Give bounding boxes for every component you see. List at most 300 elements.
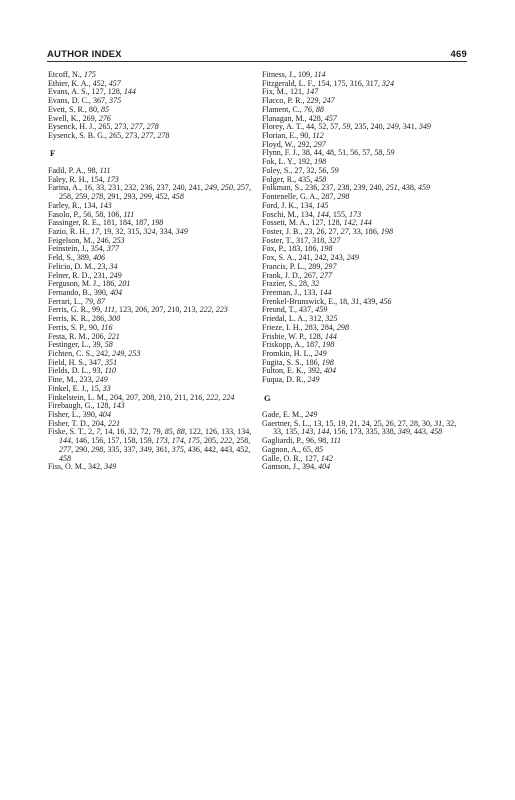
page-reference: 59 xyxy=(386,148,395,158)
section-title: AUTHOR INDEX xyxy=(47,49,122,60)
page-reference: 247 xyxy=(322,96,335,106)
page-reference: 186 xyxy=(304,244,317,254)
author-name: Eysenck, H. J., xyxy=(48,122,99,132)
page-reference: 221 xyxy=(107,418,121,428)
page-reference: 15 xyxy=(90,383,99,393)
author-name: Frisbie, W. P., xyxy=(262,331,309,341)
index-entry: Frenkel-Brunswick, E., 18, 31, 439, 456 xyxy=(262,296,392,306)
page-reference: 173 xyxy=(349,209,362,219)
author-name: Fadil, P. A., xyxy=(48,165,88,175)
author-name: Fontenelle, G. A., xyxy=(262,192,322,202)
page-reference: 457 xyxy=(324,113,337,123)
author-name: Francis, P. L., xyxy=(262,261,309,271)
page-reference: 128 xyxy=(107,87,120,97)
page-reference: 123 xyxy=(119,305,132,315)
page-reference: 31 xyxy=(434,418,443,428)
author-name: Farley, R., xyxy=(48,200,84,210)
author-name: Finkelstein, L. M., xyxy=(48,392,110,402)
page-reference: 187 xyxy=(135,218,148,228)
page-reference: 459 xyxy=(315,305,328,315)
page-reference: 57 xyxy=(362,148,371,158)
page-reference: 233 xyxy=(79,375,92,385)
index-entry: Ewell, K., 269, 276 xyxy=(48,113,111,123)
index-entry: Farina, A., 16, 33, 231, 232, 236, 237, 240, 241, 249, 250, 257, 258, 259, 278, 291, 293, 299, 452, 458 xyxy=(48,183,252,202)
page-reference: 232 xyxy=(124,183,137,193)
page-reference: 278 xyxy=(146,122,159,132)
page-reference: 16 xyxy=(83,183,93,193)
index-entry: Gagliardi, P., 96, 98, 111 xyxy=(262,436,342,446)
page-reference: 144 xyxy=(59,436,72,446)
page-reference: 88 xyxy=(315,104,324,114)
page-reference: 375 xyxy=(109,96,122,106)
page-reference: 143 xyxy=(301,427,314,437)
index-entry: Feinstein, J., 354, 377 xyxy=(48,244,119,254)
page-reference: 351 xyxy=(105,357,118,367)
index-entry: Felner, R. D., 231, 249 xyxy=(48,270,122,280)
author-name: Ferrari, L., xyxy=(48,296,85,306)
index-entry: Flacco, P. R., 229, 247 xyxy=(262,96,335,106)
page-reference: 327 xyxy=(328,235,341,245)
index-entry: Fix, M., 121, 147 xyxy=(262,87,319,97)
page-reference: 394 xyxy=(302,462,315,472)
page-reference: 32 xyxy=(128,427,137,437)
page-reference: 44 xyxy=(313,148,322,158)
page-reference: 283 xyxy=(304,322,317,332)
page-reference: 154 xyxy=(317,78,330,88)
page-reference: 315 xyxy=(127,226,140,236)
author-name: Flacco, P. R., xyxy=(262,96,307,106)
page-reference: 33 xyxy=(352,226,361,236)
author-name: Frank, J. D., xyxy=(262,270,304,280)
page-reference: 26 xyxy=(316,226,325,236)
page-reference: 142 xyxy=(343,218,356,228)
page-reference: 367 xyxy=(92,96,106,106)
page-reference: 231 xyxy=(93,270,106,280)
index-entry: Frank, J. D., 267, 277 xyxy=(262,270,332,280)
index-entry: Fisher, L., 390, 404 xyxy=(48,410,111,420)
page-reference: 277 xyxy=(319,270,332,280)
author-name: Frieze, I. H., xyxy=(262,322,305,332)
author-name: Ethier, K. A., xyxy=(48,78,93,88)
page-reference: 135 xyxy=(285,427,298,437)
page-reference: 458 xyxy=(430,427,443,437)
author-name: Floyd, W., xyxy=(262,139,298,149)
page-reference: 128 xyxy=(96,401,109,411)
page-reference: 33 xyxy=(102,383,111,393)
page-reference: 221 xyxy=(107,331,120,341)
page-reference: 224 xyxy=(222,392,235,402)
page-reference: 249 xyxy=(307,375,320,385)
page-reference: 19 xyxy=(337,418,346,428)
index-entry: Gamson, J., 394, 404 xyxy=(262,462,331,472)
page-reference: 292 xyxy=(297,139,310,149)
header-rule xyxy=(47,61,467,62)
page-reference: 181 xyxy=(102,218,115,228)
index-entry: Fassinger, R. E., 181, 184, 187, 198 xyxy=(48,218,164,228)
page-reference: 338 xyxy=(381,427,394,437)
page-reference: 174 xyxy=(171,436,184,446)
author-name: Fix, M., xyxy=(262,87,290,97)
author-name: Field, H. S., xyxy=(48,357,89,367)
page-reference: 186 xyxy=(305,357,318,367)
page-reference: 144 xyxy=(324,331,337,341)
index-entry: Farley, R., 134, 143 xyxy=(48,200,112,210)
page-reference: 211 xyxy=(174,392,187,402)
index-entry: Ferrari, L., 79, 87 xyxy=(48,296,105,306)
page-reference: 127 xyxy=(311,218,324,228)
index-entry: Folger, R., 435, 458 xyxy=(262,174,327,184)
page-reference: 16 xyxy=(116,427,125,437)
index-entry: Fazio, R. H., 17, 19, 32, 315, 324, 334, 349 xyxy=(48,226,188,236)
index-entry: Freeman, J., 133, 144 xyxy=(262,287,332,297)
page-reference: 239 xyxy=(353,183,366,193)
index-entry: Freund, T., 437, 459 xyxy=(262,305,328,315)
page-reference: 240 xyxy=(370,122,383,132)
index-entry: Fiss, O. M., 342, 349 xyxy=(48,462,117,472)
author-name: Flament, C., xyxy=(262,104,304,114)
page-reference: 111 xyxy=(330,436,342,446)
page-reference: 128 xyxy=(327,218,340,228)
index-entry: Fitness, J., 109, 114 xyxy=(262,70,326,79)
index-column-right xyxy=(262,71,467,472)
author-name: Gamson, J., xyxy=(262,462,303,472)
index-entry: Friedal, L. A., 312, 325 xyxy=(262,314,338,324)
page-reference: 90 xyxy=(300,131,309,141)
page-reference: 111 xyxy=(123,209,135,219)
index-entry: Fulton, E. K., 392, 404 xyxy=(262,366,337,376)
page-reference: 298 xyxy=(91,444,104,454)
index-entry: Ferguson, M. J., 186, 201 xyxy=(48,279,131,289)
page-reference: 127 xyxy=(91,87,104,97)
index-entry: Festa, R. M., 206, 221 xyxy=(48,331,120,341)
page-number: 469 xyxy=(450,49,467,60)
page-reference: 236 xyxy=(140,183,153,193)
page-reference: 242 xyxy=(96,349,109,358)
author-name: Fossett, M. A., xyxy=(262,218,312,228)
page-reference: 134 xyxy=(300,200,313,210)
index-entry: Fok, L. Y., 192, 198 xyxy=(262,157,327,167)
page-reference: 134 xyxy=(300,209,313,219)
index-entry: Feld, S., 389, 406 xyxy=(48,253,106,263)
index-entry: Firebaugh, G., 128, 143 xyxy=(48,401,125,411)
page-reference: 17 xyxy=(91,226,100,236)
page-reference: 111 xyxy=(104,305,116,315)
page-reference: 13 xyxy=(313,418,322,428)
author-name: Feinstein, J., xyxy=(48,244,91,254)
index-entry xyxy=(262,376,467,385)
page-reference: 222 xyxy=(206,392,219,402)
page-reference: 439 xyxy=(363,296,376,306)
page-reference: 14 xyxy=(104,427,113,437)
index-entry: Friskopp, A., 187, 198 xyxy=(262,340,335,350)
page-reference: 38 xyxy=(301,148,310,158)
index-entry: Florian, E., 90, 112 xyxy=(262,131,324,141)
author-name: Foley, S., xyxy=(262,165,295,175)
page-reference: 19 xyxy=(103,226,112,236)
page-reference: 206 xyxy=(91,331,104,341)
page-reference: 65 xyxy=(302,444,311,454)
page-reference: 389 xyxy=(76,253,89,263)
author-name: Felner, R. D., xyxy=(48,270,94,280)
page-reference: 183 xyxy=(288,244,301,254)
page-reference: 216 xyxy=(190,392,203,402)
author-name: Festinger, L., xyxy=(48,340,93,350)
page-reference: 25 xyxy=(373,418,382,428)
page-reference: 265 xyxy=(109,131,122,141)
index-entry: Fossett, M. A., 127, 128, 142, 144 xyxy=(262,218,372,228)
page-reference: 155 xyxy=(332,209,345,219)
index-entry: Florey, A. T., 44, 52, 57, 59, 235, 240, 249, 341, 349 xyxy=(262,122,431,132)
page-reference: 253 xyxy=(128,349,141,358)
page-reference: 44 xyxy=(306,122,315,132)
page-reference: 26 xyxy=(385,418,394,428)
author-name: Eysenck, S. B. G., xyxy=(48,131,110,141)
author-name: Gagnon, A., xyxy=(262,444,303,454)
author-name: Flanagan, M., xyxy=(262,113,309,123)
page-reference: 347 xyxy=(88,357,101,367)
page-reference: 59 xyxy=(330,165,339,175)
author-name: Ferguson, M. J., xyxy=(48,279,103,289)
index-entry: Foster, T., 317, 318, 327 xyxy=(262,235,341,245)
author-name: Etcoff, N., xyxy=(48,70,84,79)
page-reference: 106 xyxy=(107,209,120,219)
page-reference: 237 xyxy=(321,183,334,193)
page-reference: 79 xyxy=(152,427,161,437)
page-reference: 80 xyxy=(88,104,97,114)
page-reference: 133 xyxy=(303,287,316,297)
page-reference: 23 xyxy=(304,226,313,236)
page-reference: 2 xyxy=(88,427,93,437)
page-reference: 257 xyxy=(237,183,250,193)
page-reference: 392 xyxy=(307,366,320,376)
page-reference: 316 xyxy=(349,78,362,88)
page-reference: 437 xyxy=(299,305,312,315)
page-reference: 112 xyxy=(312,131,324,141)
page-reference: 207 xyxy=(151,305,164,315)
page-reference: 390 xyxy=(93,287,106,297)
page-reference: 404 xyxy=(323,366,337,376)
page-reference: 98 xyxy=(318,436,327,446)
page-reference: 241 xyxy=(298,253,311,263)
page-reference: 56 xyxy=(350,148,359,158)
page-reference: 452 xyxy=(236,444,249,454)
author-name: Ferris, K. R., xyxy=(48,314,93,324)
page-reference: 269 xyxy=(82,113,95,123)
page-reference: 443 xyxy=(220,444,233,454)
page-reference: 21 xyxy=(349,418,358,428)
page-reference: 443 xyxy=(413,427,427,437)
page-reference: 204 xyxy=(109,392,122,402)
author-name: Feigelson, M., xyxy=(48,235,97,245)
author-name: Fox, S. A., xyxy=(262,253,299,263)
page-reference: 52 xyxy=(318,122,327,132)
page-reference: 249 xyxy=(346,253,359,263)
index-entry: Foster, J. B., 23, 26, 27, 27, 33, 186, 198 xyxy=(262,226,393,236)
page-reference: 229 xyxy=(306,96,319,106)
page-reference: 390 xyxy=(82,410,95,420)
page-reference: 93 xyxy=(92,366,101,376)
page-reference: 349 xyxy=(418,122,431,132)
page-reference: 76 xyxy=(303,104,312,114)
author-name: Friedal, L. A., xyxy=(262,314,310,324)
page-reference: 361 xyxy=(155,444,168,454)
index-entry: Fields, D. L., 93, 110 xyxy=(48,366,117,376)
author-name: Fuqua, D. R., xyxy=(262,375,308,385)
page-reference: 175 xyxy=(187,436,200,446)
index-entry: Floyd, W., 292, 297 xyxy=(262,139,326,149)
page-reference: 87 xyxy=(96,296,105,306)
author-name: Fok, L. Y., xyxy=(262,157,298,167)
page-reference: 349 xyxy=(175,226,188,236)
index-entry: Foschi, M., 134, 144, 155, 173 xyxy=(262,209,362,219)
page-reference: 324 xyxy=(381,78,394,88)
page-reference: 173 xyxy=(106,174,119,184)
page-reference: 116 xyxy=(101,322,113,332)
page-reference: 198 xyxy=(321,357,334,367)
page-reference: 32 xyxy=(311,279,320,289)
page-reference: 192 xyxy=(298,157,311,167)
page-reference: 249 xyxy=(314,349,327,358)
index-entry: Galle, O. R., 127, 142 xyxy=(262,453,333,463)
author-name: Foschi, M., xyxy=(262,209,301,219)
author-name: Florian, E., xyxy=(262,131,301,141)
page-reference: 121 xyxy=(289,87,303,97)
author-name: Fernando, B., xyxy=(48,287,94,297)
author-name: Friskopp, A., xyxy=(262,340,307,350)
index-entry: Evans, D. C., 367, 375 xyxy=(48,96,122,106)
author-name: Fiss, O. M., xyxy=(48,462,89,472)
page-reference: 428 xyxy=(308,113,321,123)
page-reference: 249 xyxy=(109,270,122,280)
page-reference: 222 xyxy=(199,305,212,315)
page-reference: 300 xyxy=(108,314,121,324)
index-entry: Francis, P. L., 289, 297 xyxy=(262,261,337,271)
author-name: Foster, T., xyxy=(262,235,297,245)
index-entry: Felicio, D. M., 23, 34 xyxy=(48,261,118,271)
page-reference: 273 xyxy=(125,131,138,141)
page-reference: 284 xyxy=(320,322,333,332)
page-reference: 452 xyxy=(155,192,168,202)
index-entry: Flynn, F. J., 38, 44, 48, 51, 56, 57, 58, 59 xyxy=(262,148,395,158)
page-reference: 175 xyxy=(333,78,346,88)
page-reference: 58 xyxy=(104,340,113,350)
page-reference: 175 xyxy=(83,70,96,79)
index-entry: Fernando, B., 390, 404 xyxy=(48,287,123,297)
page-reference: 186 xyxy=(102,279,115,289)
index-entry: Foley, S., 27, 32, 56, 59 xyxy=(262,165,339,175)
page-reference: 317 xyxy=(296,235,309,245)
page-reference: 98 xyxy=(87,165,96,175)
author-name: Fromkin, H. L., xyxy=(262,349,315,358)
page-reference: 187 xyxy=(306,340,319,350)
index-entry: Ferris, K. R., 286, 300 xyxy=(48,314,121,324)
page-reference: 57 xyxy=(330,122,339,132)
page-reference: 289 xyxy=(308,261,321,271)
page-reference: 435 xyxy=(298,174,311,184)
index-entry: Evett, S. R., 80, 85 xyxy=(48,104,110,114)
page-reference: 298 xyxy=(337,192,350,202)
page-reference: 27 xyxy=(294,165,303,175)
index-entry: Eysenck, H. J., 265, 273, 277, 278 xyxy=(48,122,159,132)
page-reference: 243 xyxy=(330,253,343,263)
page-reference: 404 xyxy=(109,287,123,297)
page-reference: 452 xyxy=(92,78,105,88)
index-entry: Finkel, E. J., 15, 33 xyxy=(48,383,111,393)
page-reference: 258 xyxy=(236,436,249,446)
page-reference: 128 xyxy=(308,331,321,341)
page-reference: 110 xyxy=(104,366,117,376)
index-entry: Fichten, C. S., 242, 249, 253 xyxy=(48,349,141,358)
author-name: Florey, A. T., xyxy=(262,122,307,132)
index-entry: Eysenck, S. B. G., 265, 273, 277, 278 xyxy=(48,131,170,141)
page-reference: 32 xyxy=(115,226,124,236)
index-entry: Feigelson, M., 246, 253 xyxy=(48,235,125,245)
page-reference: 156 xyxy=(333,427,346,437)
page-reference: 145 xyxy=(316,200,329,210)
author-name: Foster, J. B., xyxy=(262,226,305,236)
page-reference: 186 xyxy=(364,226,377,236)
author-name: Evett, S. R., xyxy=(48,104,89,114)
page-reference: 442 xyxy=(203,444,217,454)
page-reference: 85 xyxy=(314,444,324,454)
index-entry: Fiske, S. T., 2, 7, 14, 16, 32, 72, 79, 85, 88, 122, 126, 133, 134, 144, 146, 156, 157, 158, 159, 173, 174, 175, 205, 222, 258, 277, 290, 298, 335, 337, 349, 361, 375, 436, 442, 443, 452, 458 xyxy=(48,427,252,463)
page-reference: 290 xyxy=(75,444,88,454)
page-reference: 79 xyxy=(84,296,93,306)
page-reference: 377 xyxy=(106,244,119,254)
page-reference: 277 xyxy=(59,444,72,454)
page-reference: 459 xyxy=(417,183,430,193)
page-reference: 133 xyxy=(221,427,234,437)
author-name: Fichten, C. S., xyxy=(48,349,97,358)
page-reference: 39 xyxy=(92,340,101,350)
author-name: Festa, R. M., xyxy=(48,331,92,341)
page-reference: 265 xyxy=(98,122,111,132)
index-entry: Fadil, P. A., 98, 111 xyxy=(48,165,111,175)
page-reference: 249 xyxy=(204,183,217,193)
author-name: Faley, R. H., xyxy=(48,174,91,184)
page-reference: 299 xyxy=(139,192,152,202)
page-reference: 235 xyxy=(354,122,367,132)
page-reference: 134 xyxy=(83,200,96,210)
page-reference: 143 xyxy=(99,200,112,210)
page-reference: 335 xyxy=(365,427,378,437)
author-name: Ferris, S. P., xyxy=(48,322,89,332)
author-name: Fisher, L., xyxy=(48,410,83,420)
page-reference: 207 xyxy=(126,392,139,402)
page-reference: 287 xyxy=(321,192,334,202)
page-reference: 24 xyxy=(361,418,370,428)
page-reference: 291 xyxy=(107,192,120,202)
index-entry: Fox, S. A., 241, 242, 243, 249 xyxy=(262,253,359,263)
page-reference: 273 xyxy=(114,122,127,132)
section-gap xyxy=(262,385,467,394)
section-letter: G xyxy=(264,392,271,403)
page-reference: 147 xyxy=(306,87,319,97)
index-entry: Finkelstein, L. M., 204, 207, 208, 210, 211, 216, 222, 224 xyxy=(48,392,235,402)
author-name: Fassinger, R. E., xyxy=(48,218,103,228)
author-name: Fields, D. L., xyxy=(48,366,93,376)
page-reference: 404 xyxy=(318,462,331,472)
page-reference: 354 xyxy=(90,244,103,254)
page-reference: 324 xyxy=(143,226,156,236)
author-name: Frazier, S., xyxy=(262,279,299,289)
index-entry: Fitzgerald, L. F., 154, 175, 316, 317, 324 xyxy=(262,78,394,88)
index-entry: Frieze, I. H., 283, 284, 298 xyxy=(262,322,349,332)
page-reference: 58 xyxy=(95,209,104,219)
index-entry: Fugita, S. S., 186, 198 xyxy=(262,357,334,367)
page-reference: 337 xyxy=(123,444,136,454)
page-reference: 173 xyxy=(349,427,362,437)
